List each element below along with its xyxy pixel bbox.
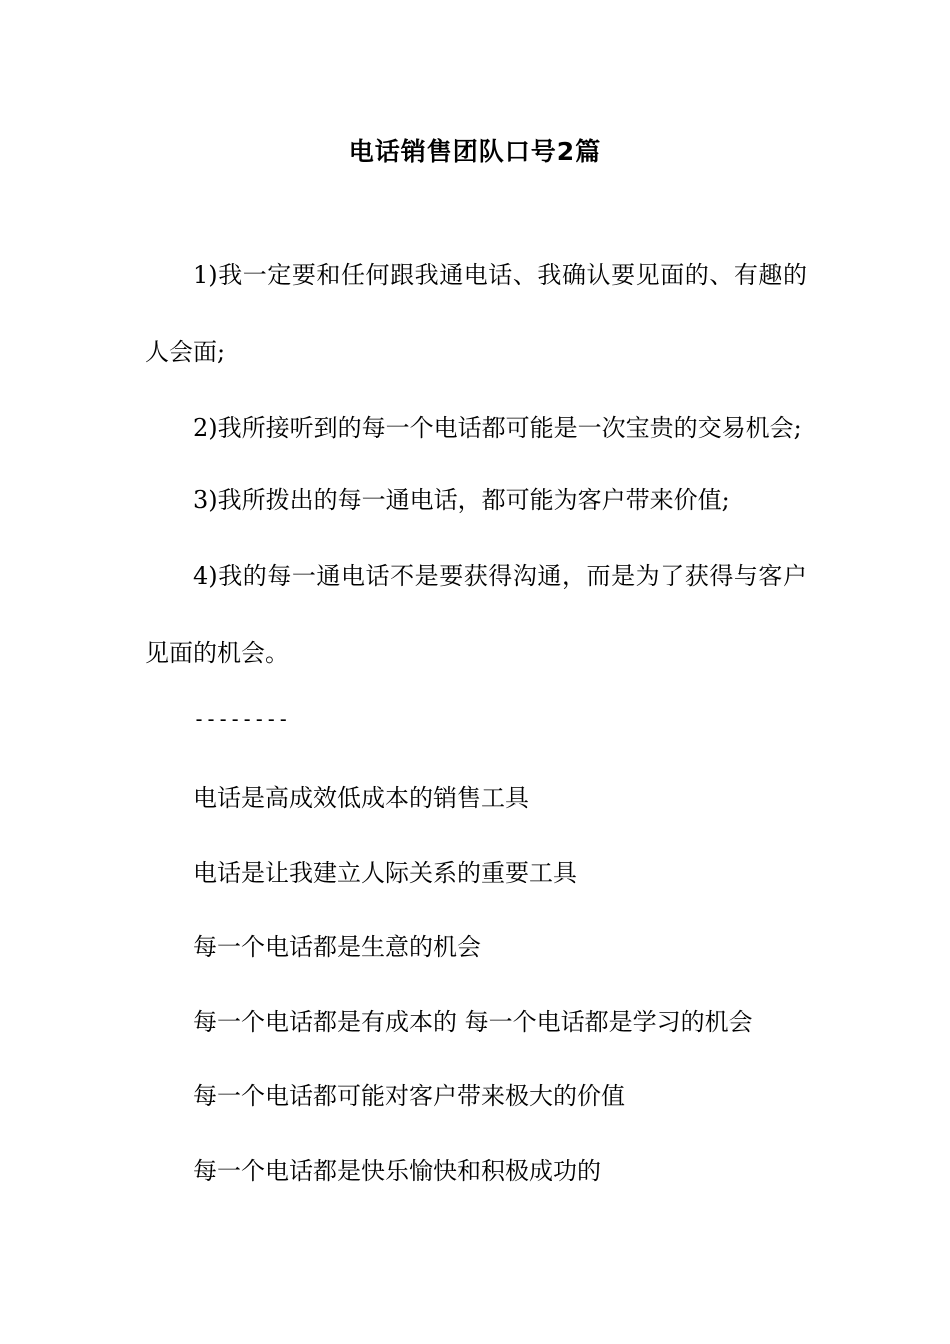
slogan-line-6: 每一个电话都是快乐愉快和积极成功的 — [193, 1157, 601, 1185]
slogan-line-5: 每一个电话都可能对客户带来极大的价值 — [193, 1082, 625, 1110]
slogan-paragraph-4: 4)我的每一通电话不是要获得沟通，而是为了获得与客户见面的机会。 — [145, 562, 807, 667]
slogan-paragraph-3: 3)我所拨出的每一通电话，都可能为客户带来价值; — [193, 486, 730, 514]
slogan-line-1: 电话是高成效低成本的销售工具 — [193, 784, 529, 812]
slogan-paragraph-1: 1)我一定要和任何跟我通电话、我确认要见面的、有趣的人会面; — [145, 261, 807, 366]
slogan-line-3: 每一个电话都是生意的机会 — [193, 933, 481, 961]
slogan-line-2: 电话是让我建立人际关系的重要工具 — [193, 859, 577, 887]
slogan-line-4: 每一个电话都是有成本的 每一个电话都是学习的机会 — [193, 1008, 753, 1036]
slogan-paragraph-2: 2)我所接听到的每一个电话都可能是一次宝贵的交易机会; — [193, 414, 802, 442]
section-separator: -------- — [193, 707, 290, 731]
document-title: 电话销售团队口号2篇 — [348, 137, 602, 166]
